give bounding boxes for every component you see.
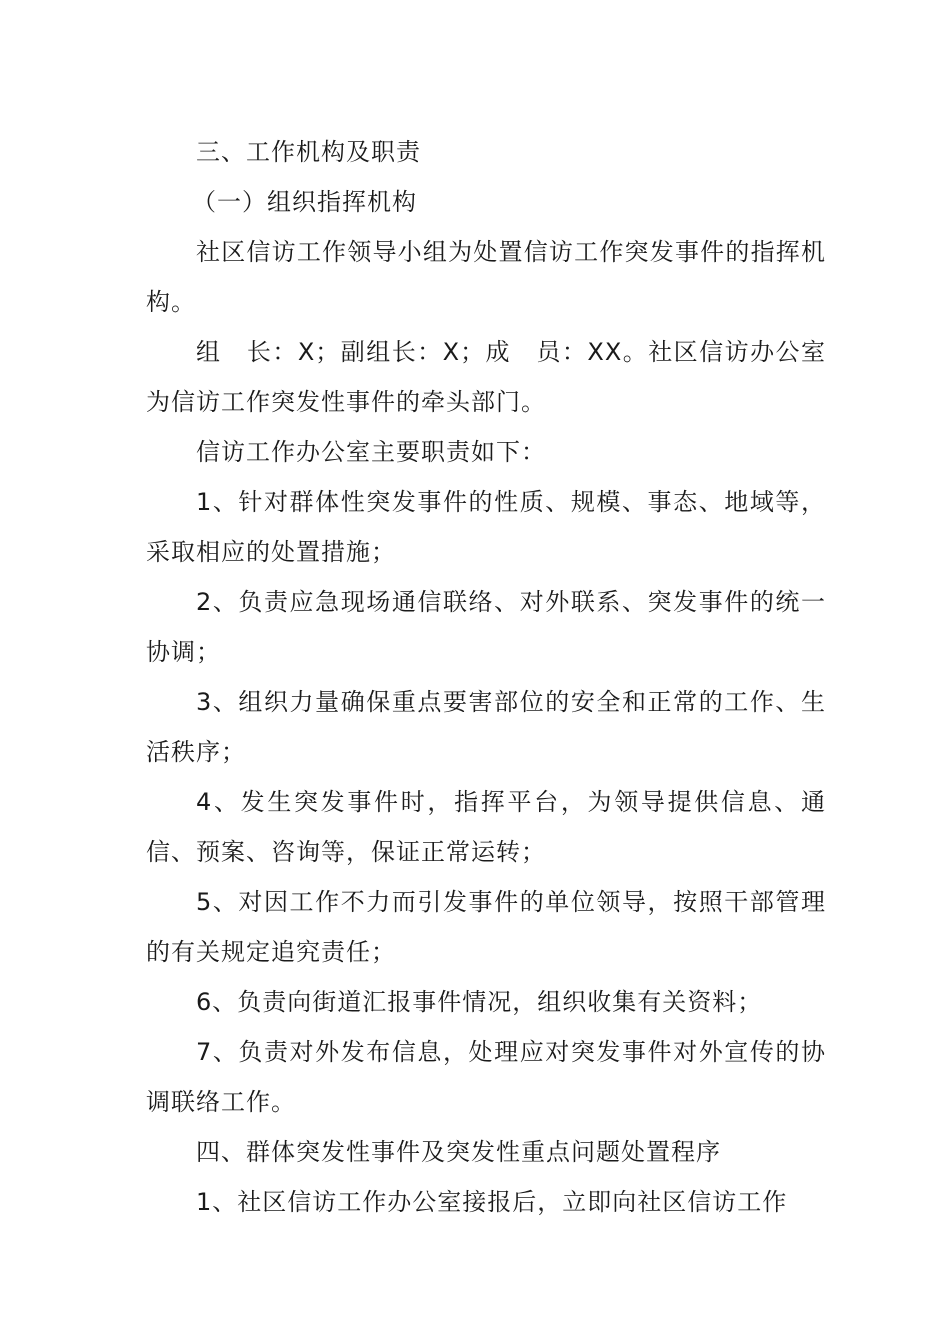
- duty-item-1: 1、针对群体性突发事件的性质、规模、事态、地域等，采取相应的处置措施；: [146, 488, 826, 566]
- paragraph-duties-intro: 信访工作办公室主要职责如下：: [196, 438, 546, 466]
- subsection-1-heading: （一）组织指挥机构: [192, 188, 417, 216]
- paragraph-members: 组 长：X；副组长：X；成 员：XX。社区信访办公室为信访工作突发性事件的牵头部门。: [146, 338, 826, 416]
- duty-item-4: 4、发生突发事件时，指挥平台，为领导提供信息、通信、预案、咨询等，保证正常运转；: [146, 788, 826, 866]
- section-4-heading: 四、群体突发性事件及突发性重点问题处置程序: [196, 1138, 721, 1166]
- paragraph-leading-group: 社区信访工作领导小组为处置信访工作突发事件的指挥机构。: [146, 238, 826, 316]
- duty-item-5: 5、对因工作不力而引发事件的单位领导，按照干部管理的有关规定追究责任；: [146, 888, 826, 966]
- duty-item-2: 2、负责应急现场通信联络、对外联系、突发事件的统一协调；: [146, 588, 826, 666]
- section-3-heading: 三、工作机构及职责: [196, 138, 421, 166]
- duty-item-3: 3、组织力量确保重点要害部位的安全和正常的工作、生活秩序；: [146, 688, 826, 766]
- duty-item-6: 6、负责向街道汇报事件情况，组织收集有关资料；: [196, 988, 763, 1016]
- duty-item-7: 7、负责对外发布信息，处理应对突发事件对外宣传的协调联络工作。: [146, 1038, 826, 1116]
- procedure-item-1: 1、社区信访工作办公室接报后，立即向社区信访工作: [196, 1188, 788, 1216]
